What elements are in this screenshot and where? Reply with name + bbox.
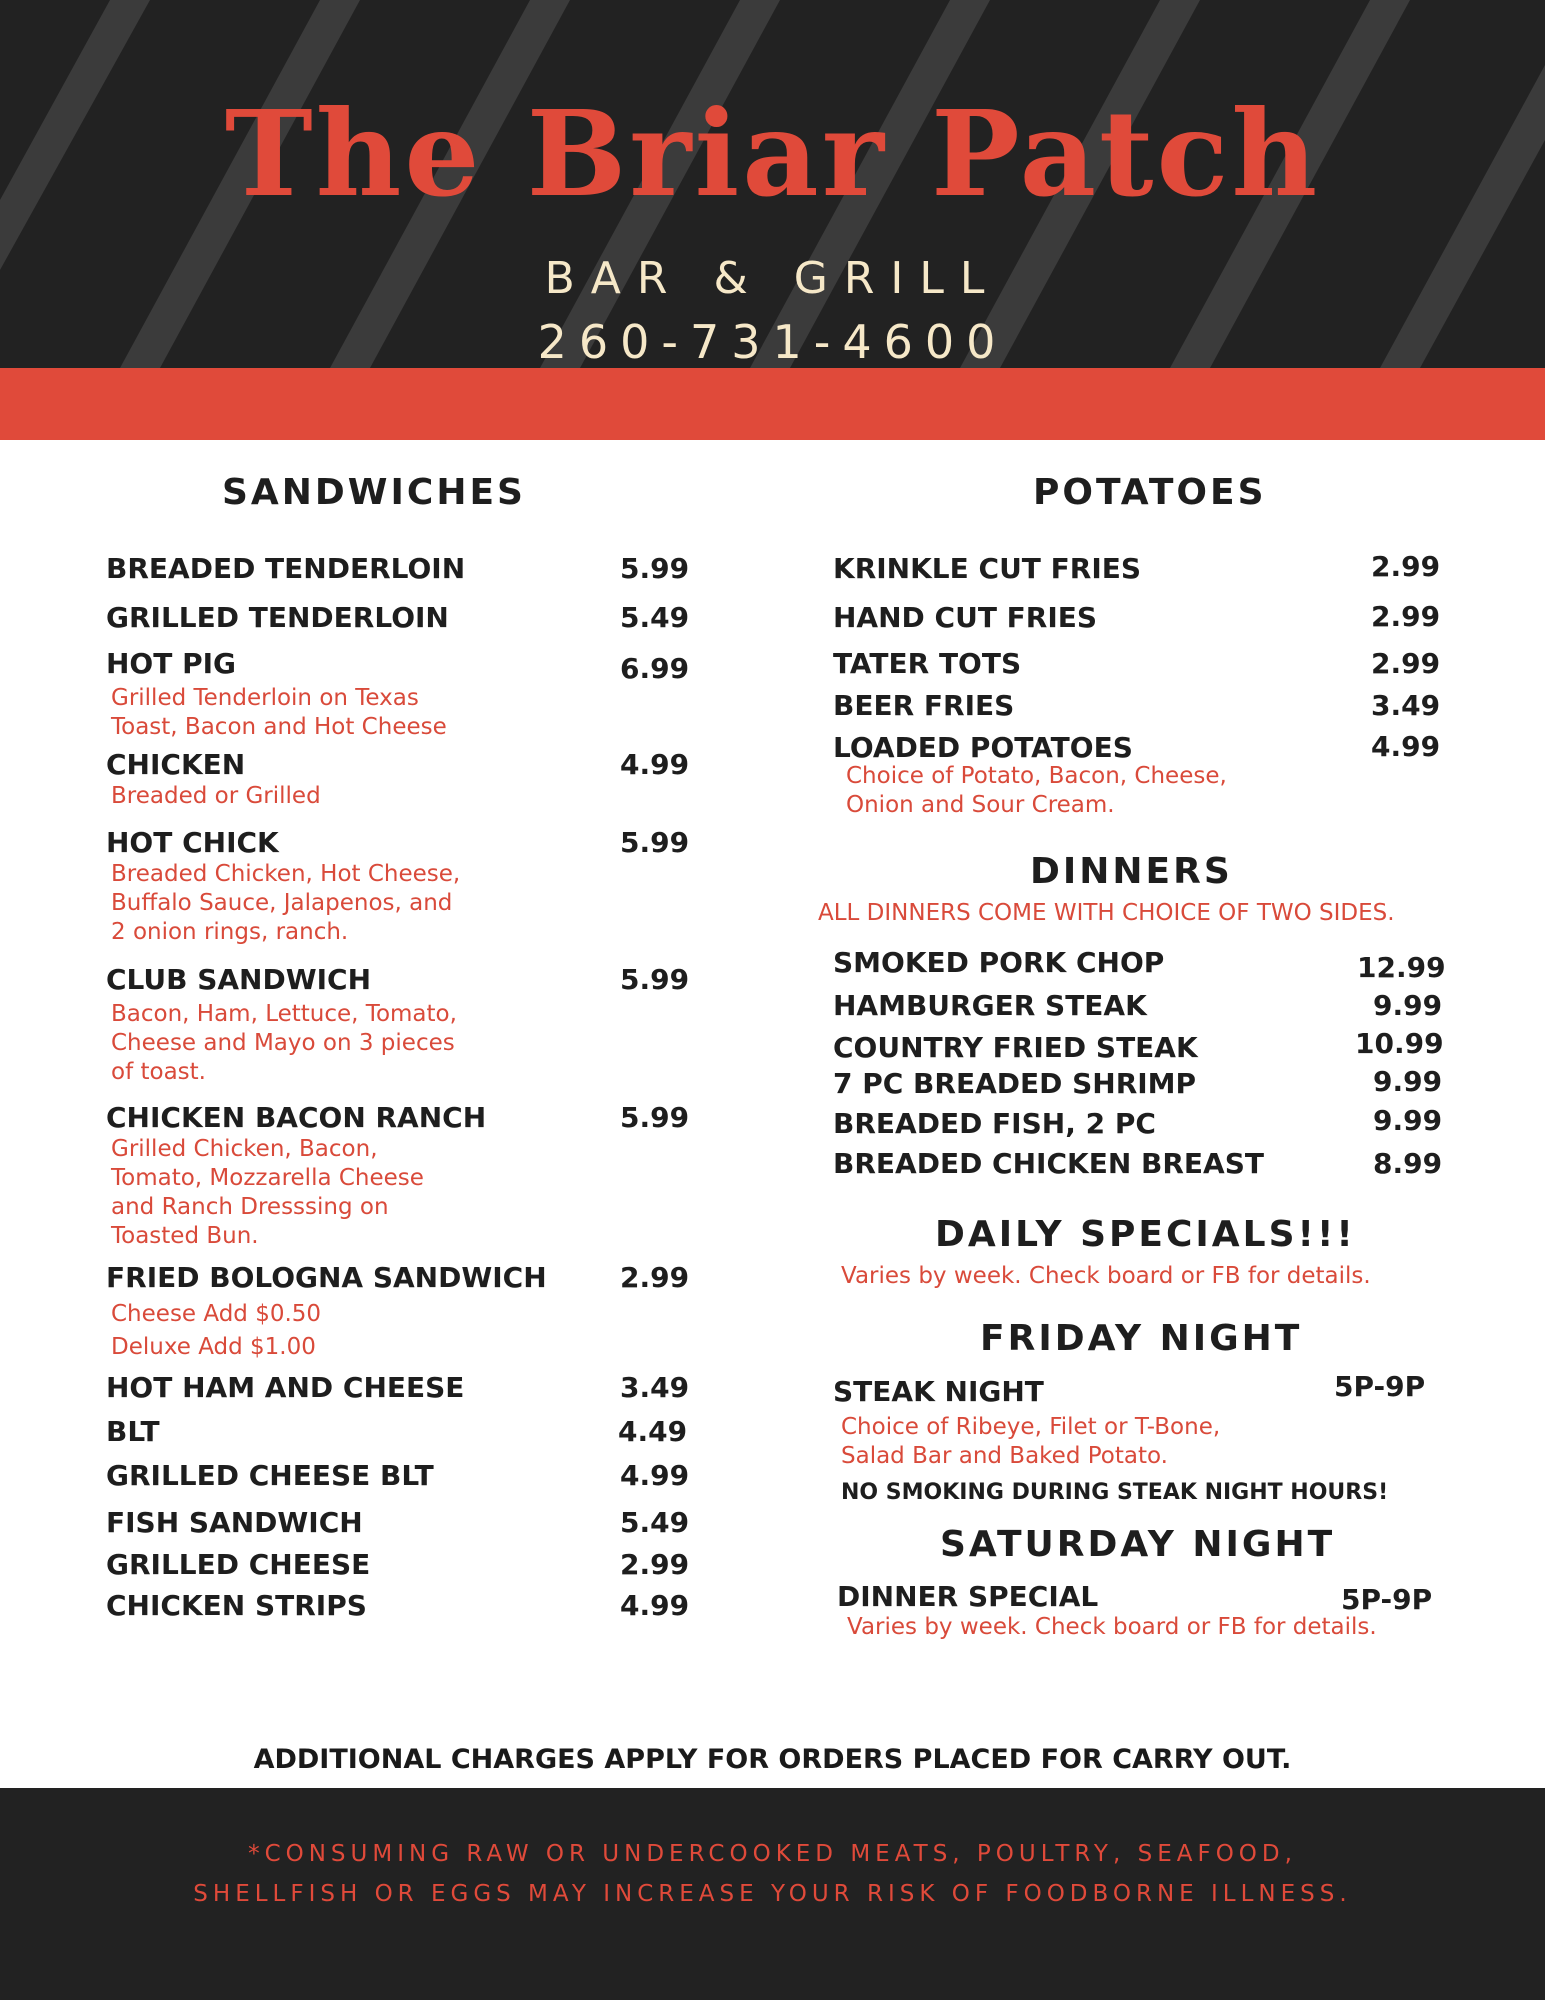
item-price: 4.99 — [620, 1459, 690, 1492]
item-description: Grilled Tenderloin on Texas Toast, Bacon and Hot Cheese — [111, 685, 447, 740]
item-name: HAMBURGER STEAK — [833, 989, 1147, 1022]
item-name: BREADED CHICKEN BREAST — [833, 1147, 1264, 1180]
item-name: HOT PIG — [106, 647, 237, 680]
item-price: 5.99 — [620, 1101, 690, 1134]
item-description: Cheese Add $0.50 Deluxe Add $1.00 — [111, 1301, 322, 1360]
item-name: BLT — [106, 1415, 160, 1448]
friday-special-description: Choice of Ribeye, Filet or T-Bone, Salad Bar and Baked Potato. — [841, 1414, 1221, 1469]
saturday-special-time: 5P-9P — [1341, 1583, 1433, 1616]
item-name: GRILLED CHEESE — [106, 1548, 371, 1581]
item-name: HOT HAM AND CHEESE — [106, 1371, 465, 1404]
item-name: GRILLED CHEESE BLT — [106, 1459, 434, 1492]
no-smoking-notice: NO SMOKING DURING STEAK NIGHT HOURS! — [841, 1480, 1389, 1505]
item-name: HOT CHICK — [106, 826, 279, 859]
item-name: COUNTRY FRIED STEAK — [833, 1031, 1198, 1064]
item-price: 5.99 — [620, 826, 690, 859]
item-name: GRILLED TENDERLOIN — [106, 601, 449, 634]
item-price: 4.99 — [620, 748, 690, 781]
saturday-night-heading: SATURDAY NIGHT — [940, 1524, 1336, 1565]
accent-divider-bar — [0, 368, 1545, 440]
daily-specials-heading: DAILY SPECIALS!!! — [935, 1214, 1356, 1255]
dinners-heading: DINNERS — [1030, 851, 1233, 892]
item-name: BREADED TENDERLOIN — [106, 552, 466, 585]
item-price: 5.99 — [620, 552, 690, 585]
restaurant-name: The Briar Patch — [224, 84, 1321, 223]
item-price: 4.49 — [618, 1415, 688, 1448]
item-name: FRIED BOLOGNA SANDWICH — [106, 1261, 547, 1294]
item-price: 10.99 — [1355, 1027, 1444, 1060]
header-banner — [0, 0, 1545, 368]
friday-special-time: 5P-9P — [1334, 1370, 1426, 1403]
food-safety-warning-line1: *CONSUMING RAW OR UNDERCOOKED MEATS, POULTRY, SEAFOOD, — [248, 1841, 1297, 1867]
item-name: FISH SANDWICH — [106, 1506, 363, 1539]
item-name: HAND CUT FRIES — [833, 601, 1098, 634]
item-price: 2.99 — [1371, 600, 1441, 633]
item-description: Bacon, Ham, Lettuce, Tomato, Cheese and Mayo on 3 pieces of toast. — [111, 1001, 457, 1085]
food-safety-warning-line2: SHELLFISH OR EGGS MAY INCREASE YOUR RISK OF FOODBORNE ILLNESS. — [193, 1881, 1352, 1907]
item-name: LOADED POTATOES — [833, 731, 1133, 764]
item-name: CLUB SANDWICH — [106, 963, 372, 996]
carryout-notice: ADDITIONAL CHARGES APPLY FOR ORDERS PLACED FOR CARRY OUT. — [253, 1744, 1292, 1775]
item-price: 2.99 — [1371, 550, 1441, 583]
item-price: 6.99 — [620, 652, 690, 685]
item-price: 5.49 — [620, 1506, 690, 1539]
item-name: CHICKEN — [106, 748, 246, 781]
item-price: 2.99 — [1371, 647, 1441, 680]
item-name: CHICKEN BACON RANCH — [106, 1101, 487, 1134]
item-price: 3.49 — [620, 1371, 690, 1404]
item-price: 8.99 — [1373, 1147, 1443, 1180]
dinners-note: ALL DINNERS COME WITH CHOICE OF TWO SIDES. — [818, 900, 1395, 926]
saturday-special-note: Varies by week. Check board or FB for details. — [847, 1614, 1377, 1640]
item-description: Choice of Potato, Bacon, Cheese, Onion and Sour Cream. — [846, 763, 1227, 818]
item-price: 5.99 — [620, 963, 690, 996]
item-description: Breaded Chicken, Hot Cheese, Buffalo Sauce, Jalapenos, and 2 onion rings, ranch. — [111, 861, 461, 945]
item-price: 5.49 — [620, 601, 690, 634]
item-price: 4.99 — [620, 1589, 690, 1622]
item-price: 4.99 — [1371, 730, 1441, 763]
item-name: KRINKLE CUT FRIES — [833, 552, 1142, 585]
item-price: 2.99 — [620, 1261, 690, 1294]
item-price: 3.49 — [1371, 689, 1441, 722]
item-name: CHICKEN STRIPS — [106, 1589, 367, 1622]
item-name: BREADED FISH, 2 PC — [833, 1107, 1156, 1140]
phone-number: 260-731-4600 — [537, 315, 1008, 368]
footer-banner — [0, 1788, 1545, 2000]
restaurant-tagline: BAR & GRILL — [544, 253, 1001, 304]
item-description: Grilled Chicken, Bacon, Tomato, Mozzarella Cheese and Ranch Dresssing on Toasted Bun. — [111, 1136, 424, 1249]
item-name: BEER FRIES — [833, 689, 1015, 722]
item-price: 9.99 — [1373, 989, 1443, 1022]
item-name: TATER TOTS — [833, 647, 1022, 680]
potatoes-heading: POTATOES — [1033, 472, 1267, 513]
item-price: 9.99 — [1373, 1104, 1443, 1137]
item-name: SMOKED PORK CHOP — [833, 946, 1165, 979]
item-name: 7 PC BREADED SHRIMP — [833, 1067, 1197, 1100]
item-description: Breaded or Grilled — [111, 783, 321, 809]
item-price: 12.99 — [1357, 951, 1446, 984]
daily-specials-note: Varies by week. Check board or FB for details. — [841, 1263, 1371, 1289]
friday-night-heading: FRIDAY NIGHT — [980, 1318, 1303, 1359]
friday-special-name: STEAK NIGHT — [833, 1375, 1044, 1408]
item-price: 2.99 — [620, 1548, 690, 1581]
saturday-special-name: DINNER SPECIAL — [837, 1580, 1099, 1613]
item-price: 9.99 — [1373, 1065, 1443, 1098]
sandwiches-heading: SANDWICHES — [222, 472, 526, 513]
